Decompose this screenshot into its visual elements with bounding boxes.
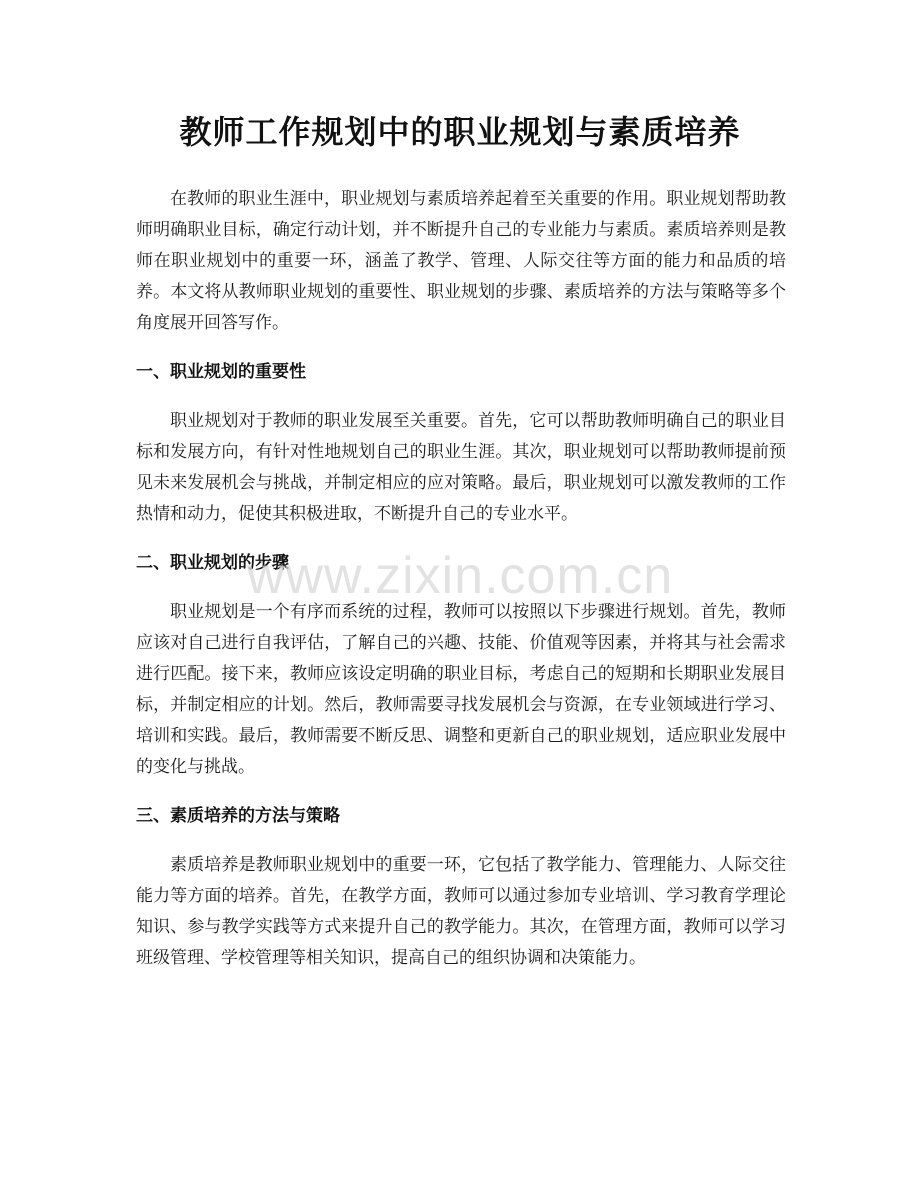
section-body-methods: 素质培养是教师职业规划中的重要一环，它包括了教学能力、管理能力、人际交往能力等方面的培养。首先，在教学方面，教师可以通过参加专业培训、学习教育学理论知识、参与教学实践等方式来提升自己的教学能力。其次，在管理方面，教师可以学习班级管理、学校管理等相关知识，提高自己的组织协调和决策能力。 xyxy=(136,855,786,968)
section-body-steps: 职业规划是一个有序而系统的过程，教师可以按照以下步骤进行规划。首先，教师应该对自己进行自我评估，了解自己的兴趣、技能、价值观等因素，并将其与社会需求进行匹配。接下来，教师应该设定明确的职业目标，考虑自己的短期和长期职业发展目标，并制定相应的计划。然后，教师需要寻找发展机会与资源，在专业领域进行学习、培训和实践。最后，教师需要不断反思、调整和更新自己的职业规划，适应职业发展中的变化与挑战。 xyxy=(136,602,786,777)
page-title: 教师工作规划中的职业规划与素质培养 xyxy=(179,113,741,151)
document-body xyxy=(136,184,786,974)
section-heading-steps: 二、职业规划的步骤 xyxy=(136,553,289,573)
intro-paragraph: 在教师的职业生涯中，职业规划与素质培养起着至关重要的作用。职业规划帮助教师明确职业目标，确定行动计划，并不断提升自己的专业能力与素质。素质培养则是教师在职业规划中的重要一环，涵盖了教学、管理、人际交往等方面的能力和品质的培养。本文将从教师职业规划的重要性、职业规划的步骤、素质培养的方法与策略等多个角度展开回答写作。 xyxy=(136,189,786,333)
spacer xyxy=(136,783,786,801)
spacer xyxy=(136,339,786,357)
spacer xyxy=(136,530,786,548)
watermark: www.zixin.com.cn xyxy=(246,547,674,605)
spacer xyxy=(136,832,786,850)
section-body-importance: 职业规划对于教师的职业发展至关重要。首先，它可以帮助教师明确自己的职业目标和发展方向，有针对性地规划自己的职业生涯。其次，职业规划可以帮助教师提前预见未来发展机会与挑战，并制定相应的应对策略。最后，职业规划可以激发教师的工作热情和动力，促使其积极进取，不断提升自己的专业水平。 xyxy=(136,411,786,524)
spacer xyxy=(136,388,786,406)
section-heading-importance: 一、职业规划的重要性 xyxy=(136,362,306,382)
spacer xyxy=(136,579,786,597)
section-heading-methods: 三、素质培养的方法与策略 xyxy=(136,806,340,826)
